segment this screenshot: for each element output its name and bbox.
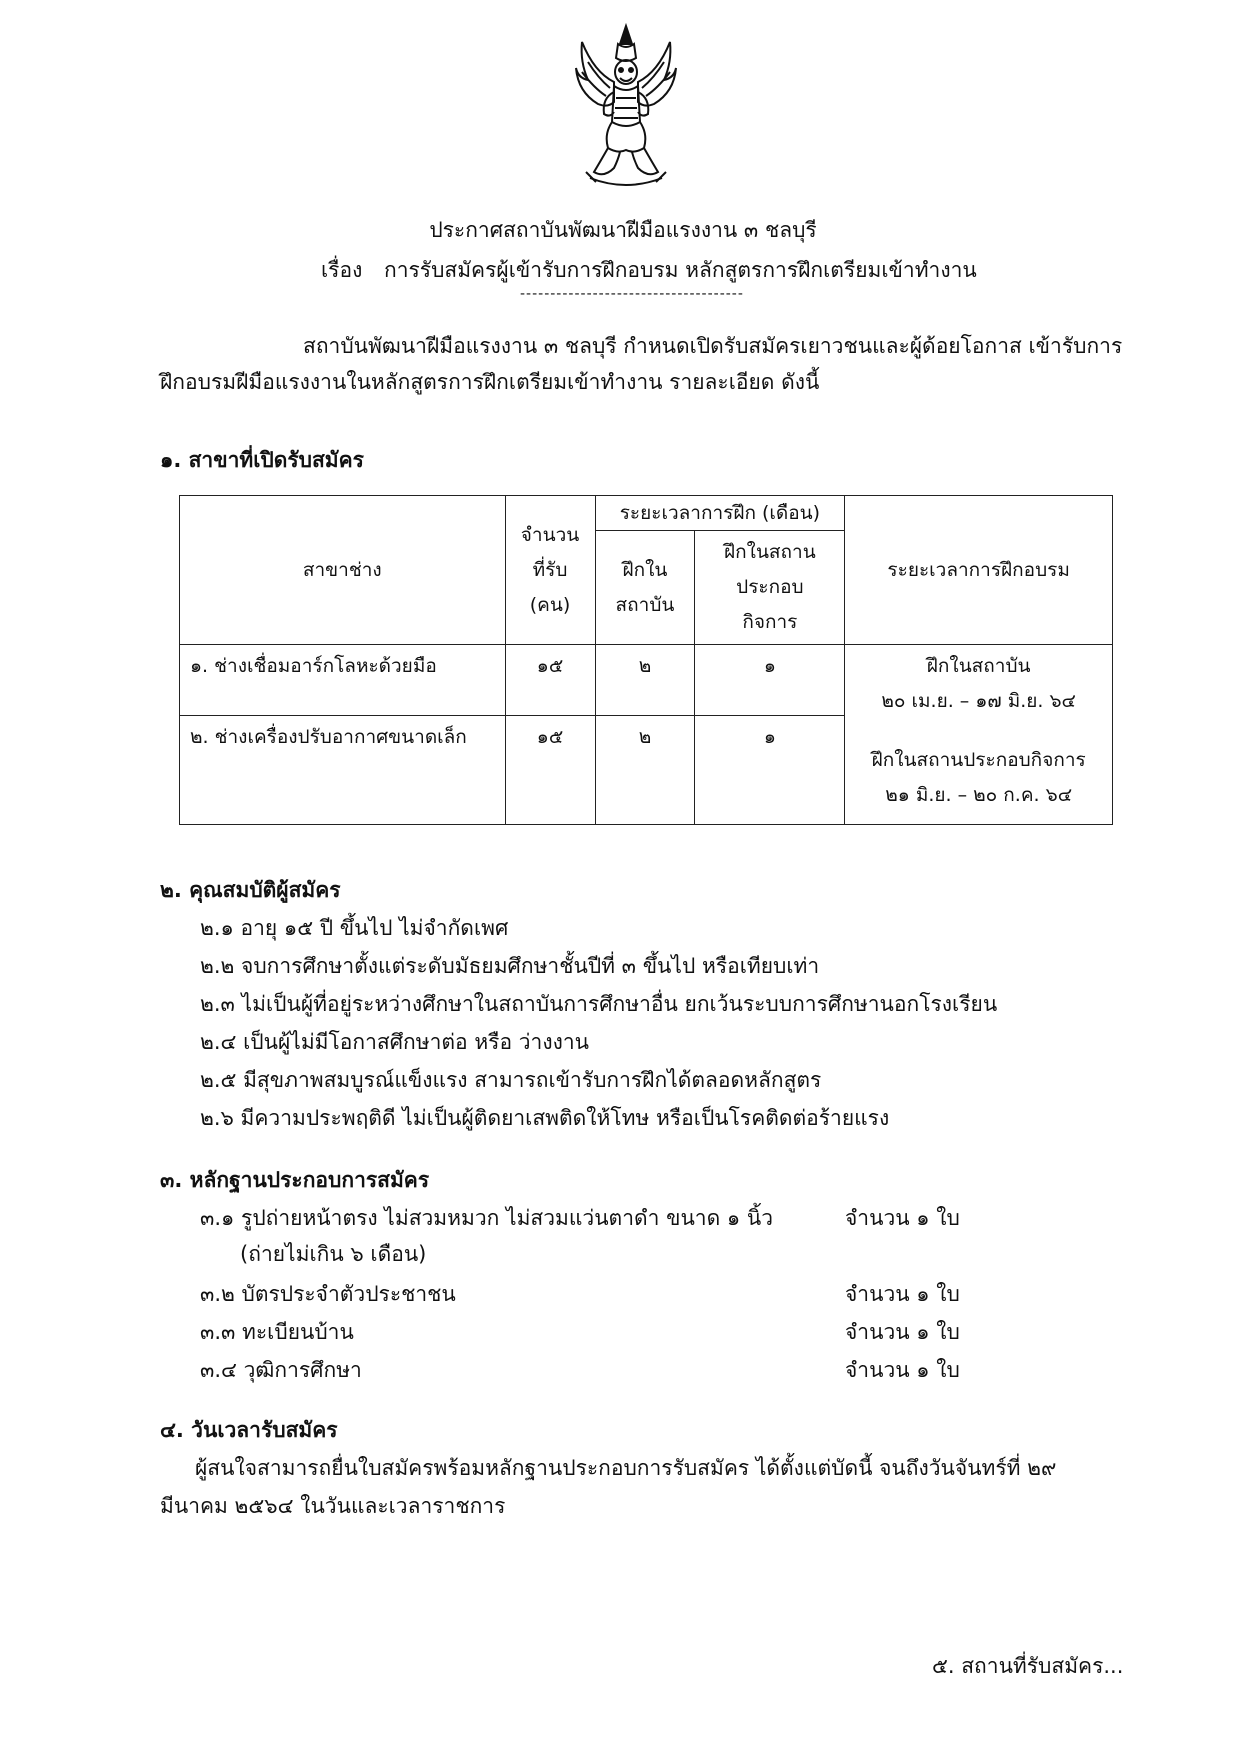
- period-company-dates: ๒๑ มิ.ย. – ๒๐ ก.ค. ๖๔: [885, 784, 1073, 806]
- subject-label: เรื่อง: [321, 258, 363, 282]
- row-count: ๑๕: [505, 645, 595, 716]
- document-item-note: (ถ่ายไม่เกิน ๖ เดือน): [200, 1242, 427, 1266]
- qualification-item: ๒.๖ มีความประพฤติดี ไม่เป็นผู้ติดยาเสพติดให้โทษ หรือเป็นโรคติดต่อร้ายแรง: [200, 1106, 890, 1130]
- intro-line-2: ฝึกอบรมฝีมือแรงงานในหลักสูตรการฝึกเตรียมเข้าทำงาน รายละเอียด ดังนี้: [160, 370, 820, 394]
- document-qty: จำนวน ๑ ใบ: [845, 1282, 960, 1306]
- header-duration: ระยะเวลาการฝึก (เดือน): [595, 496, 845, 531]
- qualification-item: ๒.๑ อายุ ๑๕ ปี ขึ้นไป ไม่จำกัดเพศ: [200, 916, 509, 940]
- section-4-title: ๔. วันเวลารับสมัคร: [160, 1418, 338, 1442]
- header-in-institute: ฝึกใน สถาบัน: [595, 531, 695, 645]
- section-3-title: ๓. หลักฐานประกอบการสมัคร: [160, 1168, 430, 1192]
- section-2-title: ๒. คุณสมบัติผู้สมัคร: [160, 878, 341, 902]
- application-period-line-1: ผู้สนใจสามารถยื่นใบสมัครพร้อมหลักฐานประกอบการรับสมัคร ได้ตั้งแต่บัดนี้ จนถึงวันจันทร์ที่ ๒๙: [195, 1456, 1057, 1480]
- application-period-line-2: มีนาคม ๒๕๖๔ ในวันและเวลาราชการ: [160, 1494, 506, 1518]
- qualification-item: ๒.๒ จบการศึกษาตั้งแต่ระดับมัธยมศึกษาชั้นปีที่ ๓ ขึ้นไป หรือเทียบเท่า: [200, 954, 820, 978]
- period-inst-label: ฝึกในสถาบัน: [926, 655, 1031, 677]
- document-item: ๓.๑ รูปถ่ายหน้าตรง ไม่สวมหมวก ไม่สวมแว่นตาดำ ขนาด ๑ นิ้ว: [200, 1206, 774, 1230]
- header-count: จำนวน ที่รับ (คน): [505, 496, 595, 645]
- row-inst: ๒: [595, 645, 695, 716]
- period-cell: [845, 645, 1113, 825]
- row-branch: ๒. ช่างเครื่องปรับอากาศขนาดเล็ก: [180, 716, 506, 825]
- document-qty: จำนวน ๑ ใบ: [845, 1206, 960, 1230]
- continued-marker: ๕. สถานที่รับสมัคร...: [932, 1654, 1124, 1678]
- garuda-emblem: [574, 22, 678, 192]
- document-qty: จำนวน ๑ ใบ: [845, 1320, 960, 1344]
- document-item: ๓.๓ ทะเบียนบ้าน: [200, 1320, 354, 1344]
- announcement-title: ประกาศสถาบันพัฒนาฝีมือแรงงาน ๓ ชลบุรี: [429, 218, 817, 242]
- document-item: ๓.๒ บัตรประจำตัวประชาชน: [200, 1282, 456, 1306]
- period-inst-dates: ๒๐ เม.ย. – ๑๗ มิ.ย. ๖๔: [881, 690, 1076, 712]
- row-branch: ๑. ช่างเชื่อมอาร์กโลหะด้วยมือ: [180, 645, 506, 716]
- row-company: ๑: [695, 716, 845, 825]
- subject-text: การรับสมัครผู้เข้ารับการฝึกอบรม หลักสูตรการฝึกเตรียมเข้าทำงาน: [384, 258, 977, 282]
- table-row: [180, 645, 1113, 716]
- header-period: ระยะเวลาการฝึกอบรม: [845, 496, 1113, 645]
- row-inst: ๒: [595, 716, 695, 825]
- row-company: ๑: [695, 645, 845, 716]
- document-qty: จำนวน ๑ ใบ: [845, 1358, 960, 1382]
- row-count: ๑๕: [505, 716, 595, 825]
- branch-table: [179, 495, 1113, 825]
- section-1-title: ๑. สาขาที่เปิดรับสมัคร: [160, 448, 364, 472]
- qualification-item: ๒.๕ มีสุขภาพสมบูรณ์แข็งแรง สามารถเข้ารับการฝึกได้ตลอดหลักสูตร: [200, 1068, 822, 1092]
- header-in-company: ฝึกในสถาน ประกอบ กิจการ: [695, 531, 845, 645]
- header-divider: -------------------------------------: [520, 286, 744, 302]
- qualification-item: ๒.๔ เป็นผู้ไม่มีโอกาสศึกษาต่อ หรือ ว่างงาน: [200, 1030, 589, 1054]
- header-branch: สาขาช่าง: [180, 496, 506, 645]
- document-item: ๓.๔ วุฒิการศึกษา: [200, 1358, 362, 1382]
- period-company-label: ฝึกในสถานประกอบกิจการ: [871, 749, 1086, 771]
- qualification-item: ๒.๓ ไม่เป็นผู้ที่อยู่ระหว่างศึกษาในสถาบันการศึกษาอื่น ยกเว้นระบบการศึกษานอกโรงเรียน: [200, 992, 998, 1016]
- intro-line-1: สถาบันพัฒนาฝีมือแรงงาน ๓ ชลบุรี กำหนดเปิดรับสมัครเยาวชนและผู้ด้อยโอกาส เข้ารับการ: [303, 334, 1123, 358]
